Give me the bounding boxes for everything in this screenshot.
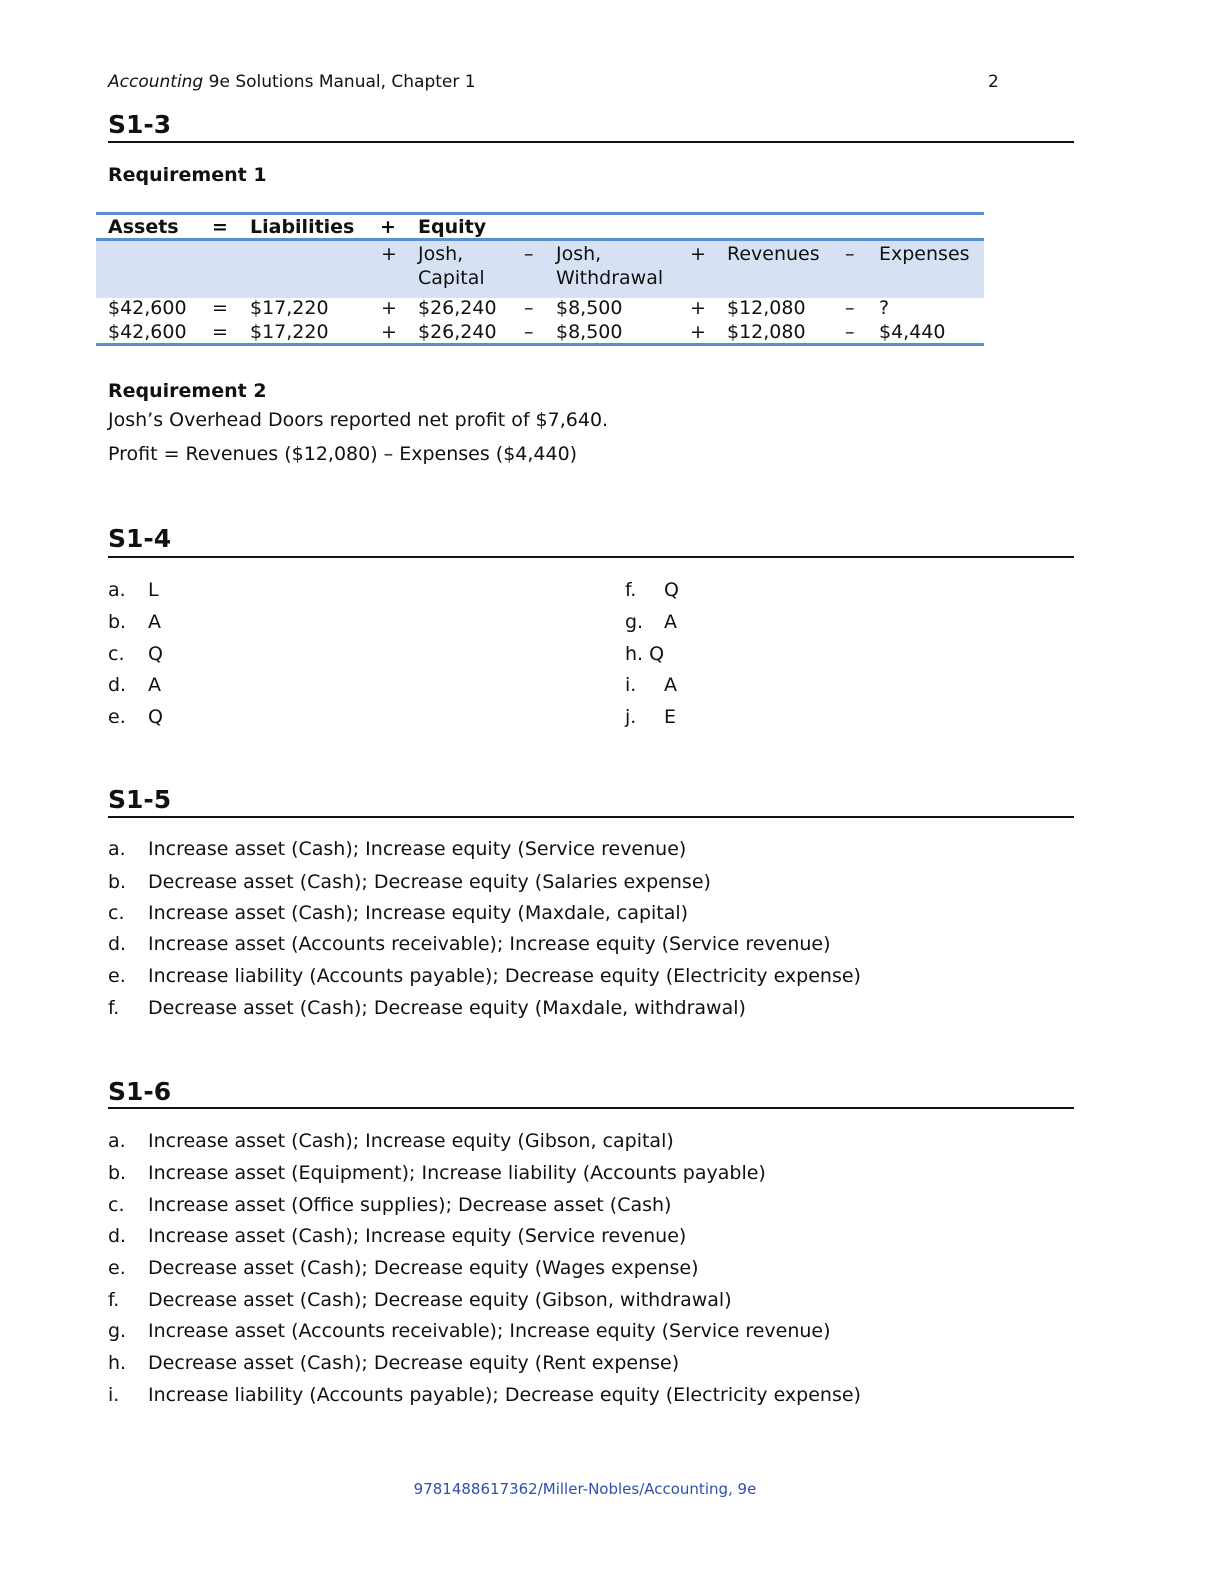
item-letter: c. (108, 1194, 125, 1216)
table-head-equity: Equity (418, 216, 487, 238)
item-value: Q (148, 643, 163, 665)
table-bottom-border (96, 343, 984, 346)
table-sub-revenues: Revenues (727, 243, 820, 265)
table-cell-capital: $26,240 (418, 297, 497, 319)
item-letter: h. Q (625, 643, 665, 665)
table-cell-expenses: $4,440 (879, 321, 946, 343)
table-cell-capital: $26,240 (418, 321, 497, 343)
item-letter: e. (108, 1257, 126, 1279)
item-letter: d. (108, 674, 127, 696)
table-sub-expenses: Expenses (879, 243, 970, 265)
item-value: A (148, 611, 161, 633)
header-subtitle: 9e Solutions Manual, Chapter 1 (203, 72, 476, 92)
item-letter: b. (108, 611, 127, 633)
requirement-1-heading: Requirement 1 (108, 164, 267, 186)
item-letter: a. (108, 579, 126, 601)
section-title-s1-3: S1-3 (108, 110, 172, 139)
item-text: Increase liability (Accounts payable); Decrease equity (Electricity expense) (148, 1384, 861, 1406)
table-cell-op: = (212, 321, 228, 343)
table-cell-op: + (690, 321, 706, 343)
table-cell-op: – (845, 321, 855, 343)
table-sub-withdrawal-line1: Josh, (556, 243, 602, 265)
table-cell-op: – (524, 297, 534, 319)
net-profit-statement: Josh’s Overhead Doors reported net profit of $7,640. (108, 409, 609, 431)
item-text: Decrease asset (Cash); Decrease equity (Gibson, withdrawal) (148, 1289, 732, 1311)
item-text: Increase asset (Equipment); Increase liability (Accounts payable) (148, 1162, 766, 1184)
item-letter: i. (625, 674, 637, 696)
item-text: Decrease asset (Cash); Decrease equity (Salaries expense) (148, 871, 711, 893)
item-value: A (664, 611, 677, 633)
item-text: Increase asset (Accounts receivable); Increase equity (Service revenue) (148, 933, 831, 955)
table-sub-minus: – (524, 243, 534, 265)
item-text: Increase asset (Cash); Increase equity (Gibson, capital) (148, 1130, 674, 1152)
item-value: Q (148, 706, 163, 728)
item-letter: f. (625, 579, 637, 601)
item-letter: a. (108, 838, 126, 860)
item-value: L (148, 579, 159, 601)
table-sub-capital-line2: Capital (418, 267, 485, 289)
section-rule (108, 1107, 1074, 1109)
table-sub-plus: + (381, 243, 397, 265)
table-cell-withdrawal: $8,500 (556, 321, 623, 343)
item-letter: d. (108, 933, 127, 955)
table-head-assets: Assets (108, 216, 179, 238)
item-value: A (148, 674, 161, 696)
header-book-title: Accounting (108, 72, 204, 92)
table-sub-withdrawal-line2: Withdrawal (556, 267, 664, 289)
table-cell-liabilities: $17,220 (250, 321, 329, 343)
table-sub-minus2: – (845, 243, 855, 265)
item-value: Q (664, 579, 679, 601)
table-cell-op: – (524, 321, 534, 343)
item-text: Decrease asset (Cash); Decrease equity (Rent expense) (148, 1352, 680, 1374)
table-cell-op: + (381, 321, 397, 343)
table-cell-op: + (381, 297, 397, 319)
table-sub-plus2: + (690, 243, 706, 265)
table-head-plus: + (380, 216, 396, 238)
item-text: Increase asset (Office supplies); Decrease asset (Cash) (148, 1194, 672, 1216)
section-rule (108, 816, 1074, 818)
item-letter: i. (108, 1384, 120, 1406)
item-text: Decrease asset (Cash); Decrease equity (Wages expense) (148, 1257, 699, 1279)
item-text: Increase liability (Accounts payable); Decrease equity (Electricity expense) (148, 965, 861, 987)
item-text: Increase asset (Cash); Increase equity (Service revenue) (148, 1225, 687, 1247)
section-rule (108, 141, 1074, 143)
item-letter: f. (108, 1289, 120, 1311)
item-letter: c. (108, 902, 125, 924)
item-letter: g. (108, 1320, 127, 1342)
item-letter: f. (108, 997, 120, 1019)
item-letter: j. (625, 706, 637, 728)
section-title-s1-6: S1-6 (108, 1077, 172, 1106)
item-text: Increase asset (Accounts receivable); Increase equity (Service revenue) (148, 1320, 831, 1342)
running-header (108, 72, 476, 92)
section-rule (108, 556, 1074, 558)
item-text: Increase asset (Cash); Increase equity (Service revenue) (148, 838, 687, 860)
item-letter: b. (108, 1162, 127, 1184)
section-title-s1-5: S1-5 (108, 785, 172, 814)
table-cell-revenues: $12,080 (727, 297, 806, 319)
item-letter: g. (625, 611, 644, 633)
item-letter: h. (108, 1352, 127, 1374)
table-cell-op: – (845, 297, 855, 319)
table-head-equals: = (212, 216, 228, 238)
footer-isbn: 9781488617362/Miller-Nobles/Accounting, 9e (413, 1480, 757, 1498)
table-sub-capital-line1: Josh, (418, 243, 464, 265)
table-cell-op: = (212, 297, 228, 319)
profit-formula: Profit = Revenues ($12,080) – Expenses ($4,440) (108, 443, 578, 465)
item-letter: d. (108, 1225, 127, 1247)
table-cell-withdrawal: $8,500 (556, 297, 623, 319)
item-value: A (664, 674, 677, 696)
section-title-s1-4: S1-4 (108, 524, 172, 553)
item-letter: e. (108, 706, 126, 728)
table-top-border (96, 212, 984, 215)
item-text: Increase asset (Cash); Increase equity (Maxdale, capital) (148, 902, 689, 924)
table-head-liabilities: Liabilities (250, 216, 355, 238)
item-letter: c. (108, 643, 125, 665)
page-number: 2 (988, 72, 999, 92)
table-cell-liabilities: $17,220 (250, 297, 329, 319)
item-letter: a. (108, 1130, 126, 1152)
table-cell-assets: $42,600 (108, 321, 187, 343)
table-cell-expenses: ? (879, 297, 890, 319)
table-cell-assets: $42,600 (108, 297, 187, 319)
requirement-2-heading: Requirement 2 (108, 380, 267, 402)
item-text: Decrease asset (Cash); Decrease equity (Maxdale, withdrawal) (148, 997, 746, 1019)
item-value: E (664, 706, 677, 728)
table-cell-revenues: $12,080 (727, 321, 806, 343)
table-cell-op: + (690, 297, 706, 319)
item-letter: e. (108, 965, 126, 987)
item-letter: b. (108, 871, 127, 893)
